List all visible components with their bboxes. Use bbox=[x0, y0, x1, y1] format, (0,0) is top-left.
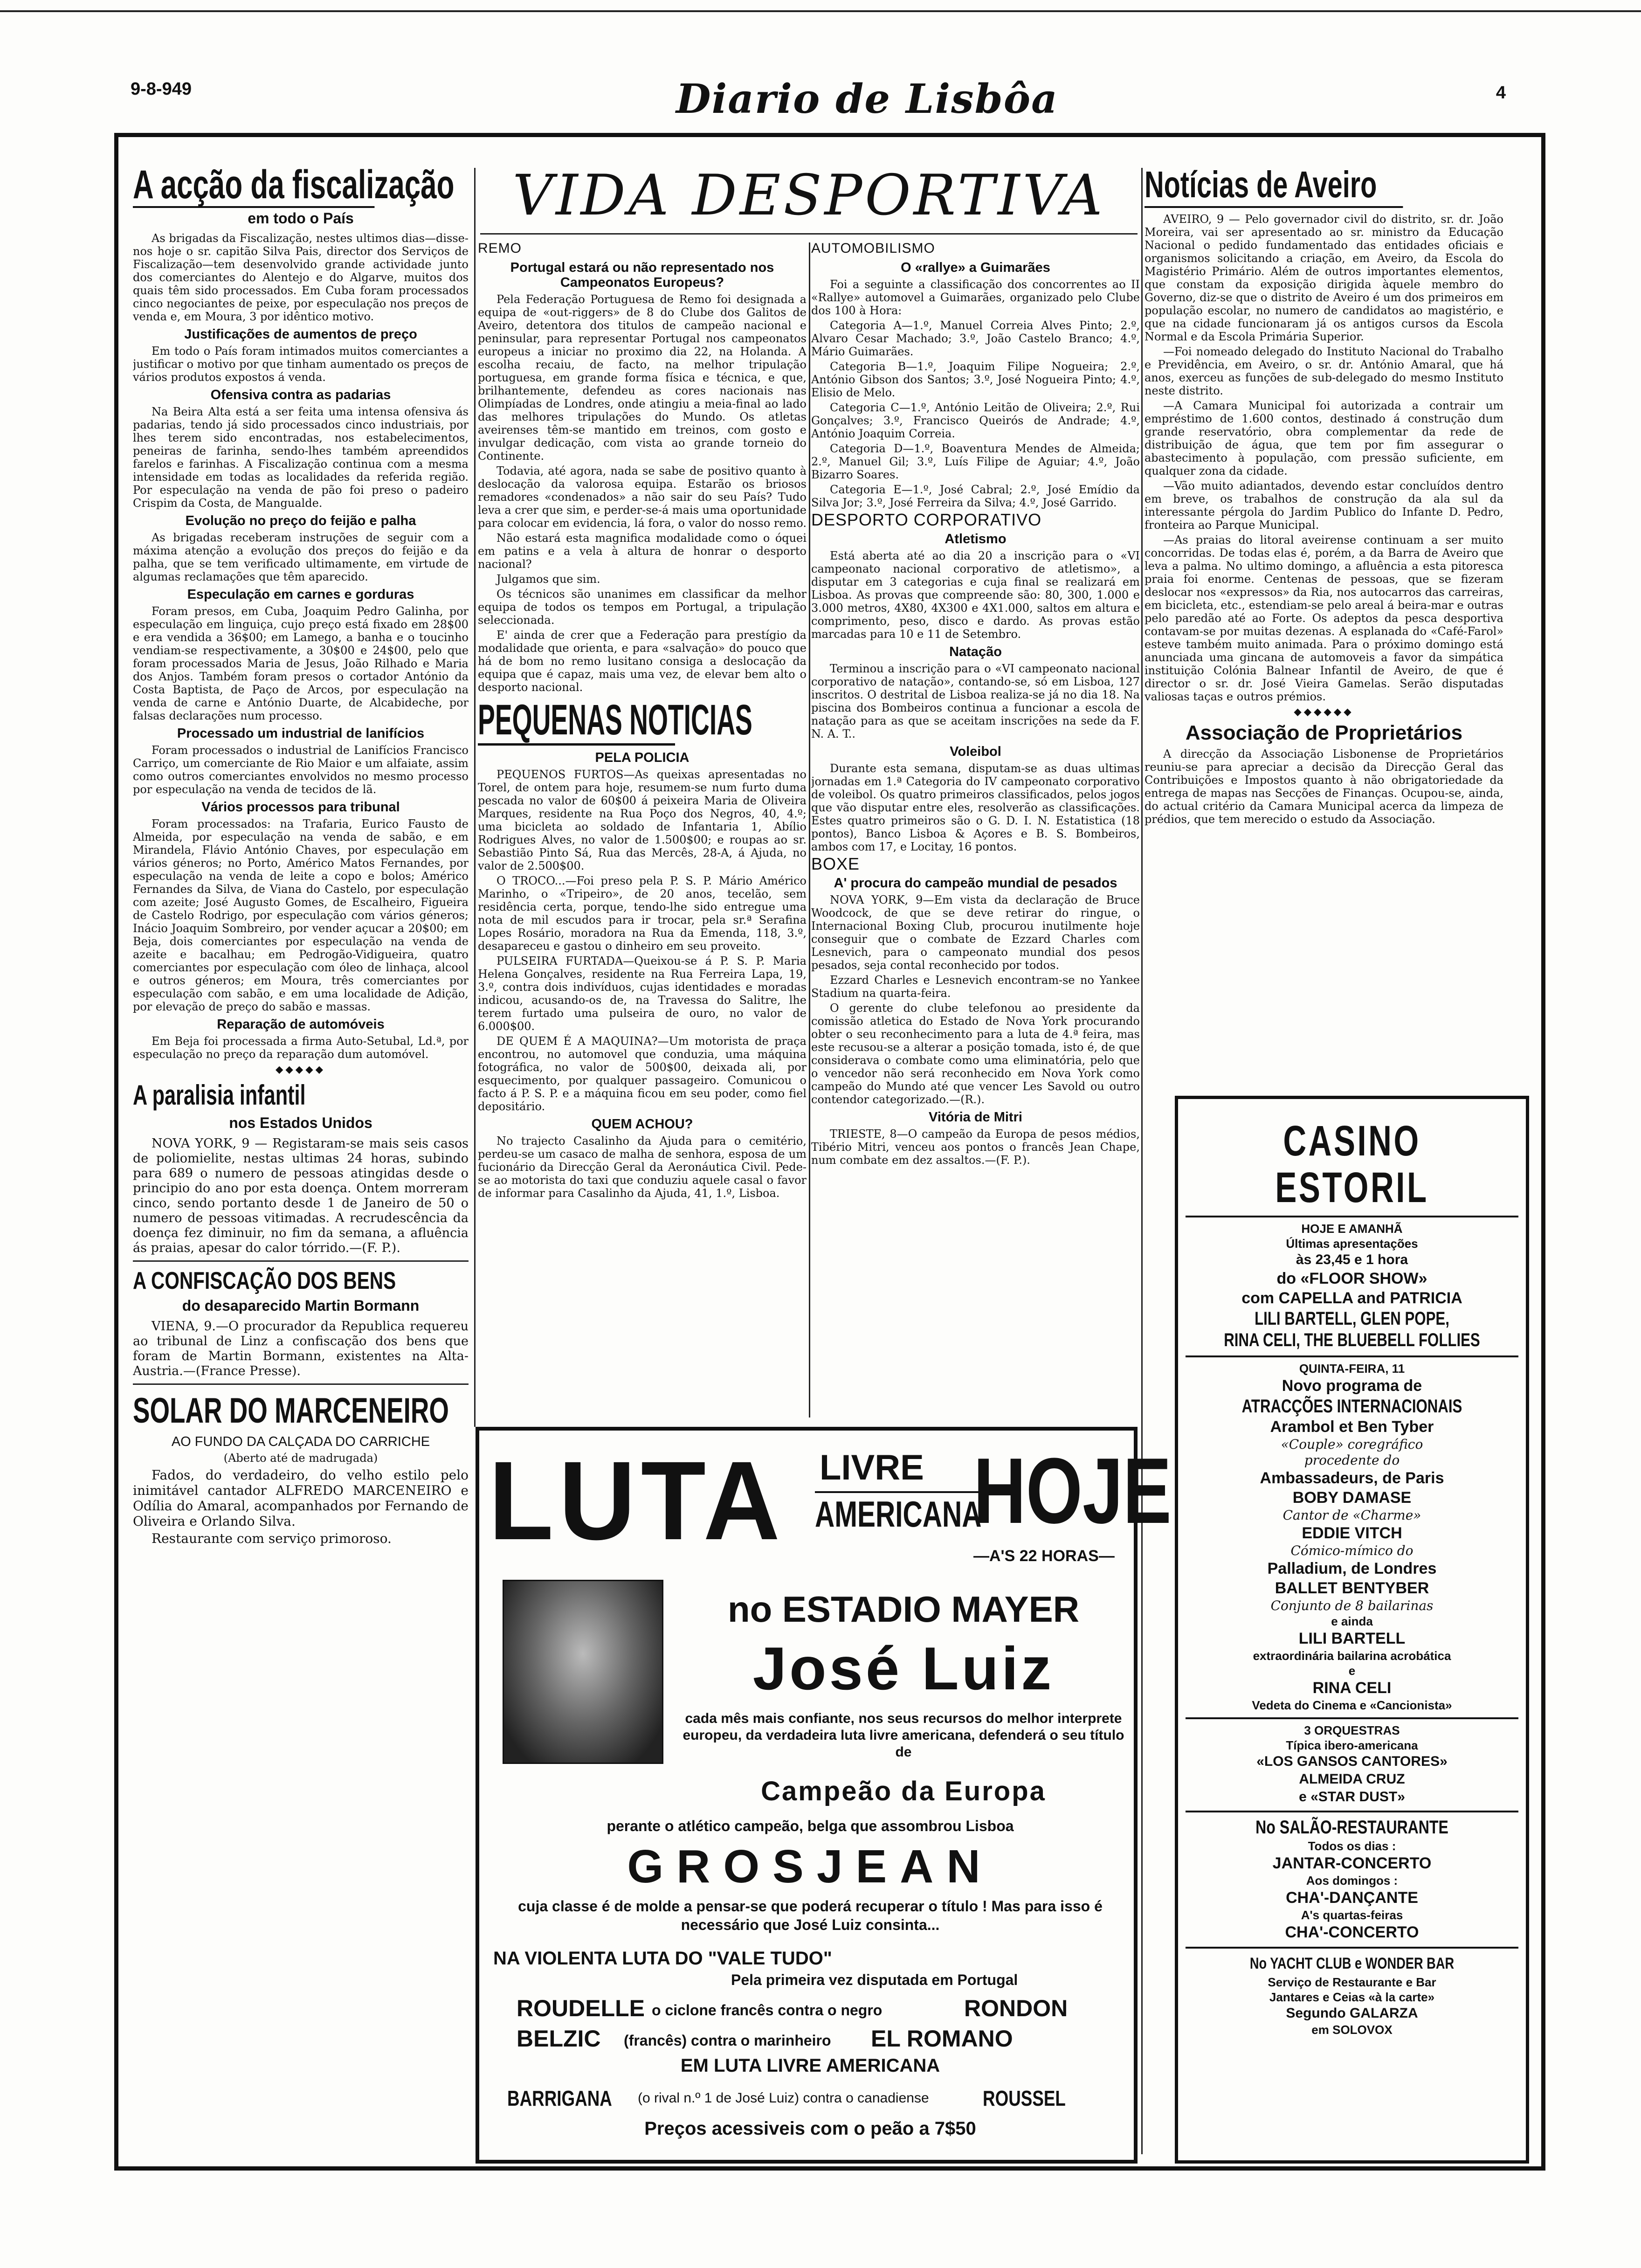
remo-paragraph: Os técnicos são unanimes em classificar da melhor equipa de todos os tempos em Portugal, a tripulação seleccionada. bbox=[478, 588, 807, 627]
luta-opponent: GROSJEAN bbox=[627, 1840, 993, 1893]
casino-line: Vedeta do Cinema e «Cancionista» bbox=[1252, 1698, 1452, 1712]
boxe-paragraph: NOVA YORK, 9—Em vista da declaração de Bruce Woodcock, de que se deve retirar do ringue, o Internacional Boxing Club, procurou inutilmente hoje conseguir que o combate de Ezzard Charles com Lesnevich, para o campeonato mundial dos pesos pesados, seja contal reconhecido por todos. bbox=[811, 893, 1140, 972]
remo-paragraph: Todavia, até agora, nada se sabe de positivo quanto à deslocação da valorosa equipa. Estarão os briosos remadores «condenados» a não sair do seu País? Tudo leva a crer que sim, e perder-se-á mais uma oportunidade para colocar em evidencia, lá fora, o valor do nosso remo. bbox=[478, 464, 807, 530]
left-column bbox=[133, 163, 469, 2159]
news-item: No trajecto Casalinho da Ajuda para o cemitério, perdeu-se um casaco de malha de senhora, esposa de um fucionário da Direcção Geral da Aeronáutica Civil. Pede-se ao motorista do taxi que conduziu aquele casal o favor de informar para Casalinho da Ajuda, 41, 1.º, Lisboa. bbox=[478, 1134, 807, 1200]
solar-headline: SOLAR DO MARCENEIRO bbox=[133, 1391, 449, 1431]
luta-livre: LIVRE bbox=[820, 1448, 924, 1487]
casino-line: HOJE E AMANHÃ bbox=[1301, 1222, 1403, 1236]
aveiro-paragraph: —A Camara Municipal foi autorizada a contrair um empréstimo de 1.600 contos, destinado á construção dum grande reservatório, obra complementar da rede de distribuição de água, que tem por fim assegurar o abastecimento à população, com pressão suficiente, em qualquer zona da cidade. bbox=[1145, 399, 1503, 477]
casino-line: Últimas apresentações bbox=[1286, 1237, 1418, 1251]
auto-paragraph: Categoria E—1.º, José Cabral; 2.º, José Emídio da Silva Jor; 3.º, José Ferreira da Silva; 4.º, José Garrido. bbox=[811, 483, 1140, 509]
rule bbox=[133, 1383, 469, 1385]
quem-achou-subhead: QUEM ACHOU? bbox=[591, 1117, 693, 1132]
remo-paragraph: Não estará esta magnifica modalidade como o óquei em patins e a vela à altura de honrar o desporto nacional? bbox=[478, 532, 807, 571]
fiscal-subhead: Processado um industrial de lanifícios bbox=[177, 726, 425, 741]
corporativo-tag: DESPORTO CORPORATIVO bbox=[811, 510, 1042, 529]
casino-line: QUINTA-FEIRA, 11 bbox=[1299, 1362, 1405, 1376]
casino-line: e bbox=[1348, 1664, 1356, 1678]
casino-line: e «STAR DUST» bbox=[1299, 1789, 1405, 1805]
luta-title: LUTA bbox=[489, 1438, 786, 1563]
casino-block-program bbox=[1186, 1355, 1518, 1713]
luta-livre-ad bbox=[476, 1427, 1172, 2164]
news-item: DE QUEM É A MAQUINA?—Um motorista de praça encontrou, no automovel que conduzia, uma máquina fotográfica, no valor de 500$00, deixada ali, por esquecimento, por qualquer passageiro. Comunicou o facto á P. S. P. e a máquina ficou em seu poder, como fiel depositário. bbox=[478, 1035, 807, 1113]
fiscal-paragraph: Foram processados: na Trafaria, Eurico Fausto de Almeida, por especulação na venda de sabão, e em Mirandela, Flávio António Chaves, por especulação em vários géneros; no Porto, Américo Matos Fernandes, por especulação na venda de leite a copo e bolos; Américo Fernandes da Silva, de Viana do Castelo, por especulação com azeite; José Augusto Gomes, de Escalheiro, Figueira de Castelo Rodrigo, por especulação com vários géneros; Inácio Joaquim Sombreiro, por vender açucar a 20$00; em Beja, dois comerciantes por especulação na venda de azeite e bacalhau; em Pedrogão-Vidigueira, quatro comerciantes por especulação com óleo de linhaça, alcool e outros géneros; em Moura, três comerciantes por especulação com sabão, e em uma localidade de Adição, por elevação de preço do sabão e massas. bbox=[133, 817, 469, 1013]
boxe-paragraph: Ezzard Charles e Lesnevich encontram-se no Yankee Stadium na quarta-feira. bbox=[811, 974, 1140, 1000]
casino-line: «LOS GANSOS CANTORES» bbox=[1256, 1754, 1448, 1769]
proprietarios-paragraph: A direcção da Associação Lisbonense de Proprietários reuniu-se para apreciar a decisão da Direcção Geral das Contribuições e Impostos quanto à não obrigatoriedade da entrega de mapas nas Secções de Finanças. Ocupou-se, ainda, do actual critério da Camara Municipal acerca da limpeza de prédios, que tem merecido o estudo da Associação. bbox=[1145, 747, 1503, 826]
newspaper-title: Diario de Lisbôa bbox=[676, 76, 1058, 123]
solar-paragraph: Fados, do verdadeiro, do velho estilo pelo inimitável cantador ALFREDO MARCENEIRO e Odília do Amaral, acompanhados por Fernando de Oliveira e Orlando Silva. bbox=[133, 1467, 469, 1529]
boxe-paragraph: O gerente do clube telefonou ao presidente da comissão atletica do Estado de Nova York procurando obter o seu reconhecimento para a luta de 4.ª feira, mas este recusou-se a alterar a posição tomada, isto é, de que considerava o combate como uma eliminatória, pelo que o vencedor não será reconhecido em Nova York como campeão do Mundo até que vencer Les Savold ou outro contendor categorizado.—(R.). bbox=[811, 1002, 1140, 1106]
fiscal-paragraph: As brigadas receberam instruções de seguir com a máxima atenção a evolução dos preços do feijão e da palha, que se tem verificado ultimamente, em virtude de algumas reclamações que têm aparecido. bbox=[133, 531, 469, 583]
casino-line: RINA CELI, THE BLUEBELL FOLLIES bbox=[1224, 1330, 1480, 1350]
fiscal-paragraph: As brigadas da Fiscalização, nestes ultimos dias—disse-nos hoje o sr. capitão Silva Pais, director dos Serviços de Fiscalização—tem desenvolvido grande actividade junto dos comerciantes do Alentejo e do Algarve, muitos dos quais têm sido processados. Em Cuba foram processados cinco negociantes de peixe, por especulação nos preços de venda e, em Moura, 3 por idêntico motivo. bbox=[133, 232, 469, 323]
fiscal-subhead: Ofensiva contra as padarias bbox=[210, 387, 391, 402]
fiscal-subhead: Vários processos para tribunal bbox=[201, 800, 400, 815]
casino-block-restaurant bbox=[1186, 1811, 1518, 1942]
bout-fighter: EL ROMANO bbox=[871, 2026, 1013, 2052]
page-number: 4 bbox=[1496, 83, 1506, 103]
confiscacao-paragraph: VIENA, 9.—O procurador da Republica requereu ao tribunal de Linz a confiscação dos bens que foram de Martin Bormann, existentes na Alta-Austria.—(France Presse). bbox=[133, 1319, 469, 1378]
casino-line: Novo programa de bbox=[1282, 1377, 1422, 1395]
paralisia-headline: A paralisia infantil bbox=[133, 1079, 306, 1111]
bout-note: (francês) contra o marinheiro bbox=[624, 2032, 831, 2049]
bout-note: (o rival n.º 1 de José Luiz) contra o canadiense bbox=[638, 2090, 929, 2106]
boxe-tag: BOXE bbox=[811, 854, 860, 873]
casino-estoril-ad bbox=[1175, 1096, 1529, 2164]
fiscal-headline: A acção da fiscalização bbox=[133, 163, 455, 207]
casino-line: extraordinária bailarina acrobática bbox=[1253, 1649, 1451, 1663]
casino-line: No SALÃO-RESTAURANTE bbox=[1255, 1817, 1448, 1838]
aveiro-headline: Notícias de Aveiro bbox=[1145, 163, 1403, 208]
casino-line: RINA CELI bbox=[1312, 1679, 1392, 1697]
casino-line: ATRACÇÕES INTERNACIONAIS bbox=[1241, 1396, 1462, 1417]
bout-fighter: ROUSSEL bbox=[983, 2086, 1066, 2110]
aveiro-paragraph: —As praias do litoral aveirense continuam a ser muito concorridas. De todas elas é, porém, a da Barra de Aveiro que leva a palma. No ultimo domingo, a afluência a esta pitoresca praia foi enorme. Centenas de pessoas, que se fizeram deslocar nos «expressos» da Ria, nos autocarros das carreiras, em bicicleta, etc., estendiam-se pelo areal á beira-mar e outras pelo paredão até ao Forte. Os adeptos da pesca desportiva contavam-se por muitas dezenas. A esplanada do «Café-Farol» esteve também muito animada. Para o próximo domingo está anunciada uma gincana de automoveis a favor da simpática instituição Colónia Balnear Infantil de Aveiro, de que é director o sr. dr. José Vieira Gamelas. Serão disputadas valiosas taças e outros prémios. bbox=[1145, 533, 1503, 703]
fiscal-subhead: Reparação de automóveis bbox=[217, 1017, 385, 1032]
casino-block-orchestras bbox=[1186, 1717, 1518, 1806]
fiscal-paragraph: Foram presos, em Cuba, Joaquim Pedro Galinha, por especulação em linguiça, cujo preço está fixado em 28$00 e era vendida a 36$00; em Lamego, a banha e o toucinho vendiam-se respectivamente, a 30$00 e 24$00, pelo que foram processados Maria de Jesus, João Rilhado e Maria dos Anjos. Também foram presos o cortador António da Costa Baptista, de Paço de Arcos, por especulação na venda de carne e António Duarte, de Alcabideche, por falsas declarações num processo. bbox=[133, 605, 469, 722]
casino-line: em SOLOVOX bbox=[1311, 2023, 1393, 2037]
auto-paragraph: Categoria D—1.º, Boaventura Mendes de Almeida; 2.º, Manuel Gil; 3.º, Luís Filipe de Aguiar; 4.º, João Bizarro Soares. bbox=[811, 442, 1140, 481]
casino-line: Típica ibero-americana bbox=[1286, 1738, 1418, 1752]
casino-line: A's quartas-feiras bbox=[1301, 1908, 1403, 1922]
natacao-paragraph: Terminou a inscrição para o «VI campeonato nacional corporativo de natação», contando-se, só em Lisboa, 127 inscritos. O destrital de Lisboa realiza-se já no dia 18. Na piscina dos Bombeiros continua a funcionar a escola de natação para as que se aceitam inscrições na sede da F. N. A. T.. bbox=[811, 662, 1140, 740]
casino-line: com CAPELLA and PATRICIA bbox=[1241, 1289, 1462, 1307]
luta-hoje: HOJE bbox=[973, 1439, 1172, 1543]
luta-title-belt: Campeão da Europa bbox=[761, 1776, 1046, 1806]
separator: ◆◆◆◆◆◆ bbox=[1294, 707, 1354, 717]
voleibol-paragraph: Durante esta semana, disputam-se as duas ultimas jornadas em 1.ª Categoria do IV campeonato corporativo de voleibol. Os quatro primeiros classificados, pelos jogos que vão disputar entre eles, resolverão as classificações. Estes quatro primeiros são o G. D. I. N. Estatistica (18 pontos), Banco Lisboa & Açores e B. S. Bombeiros, ambos com 17, e Locitay, 16 pontos. bbox=[811, 762, 1140, 853]
news-item: PULSEIRA FURTADA—Queixou-se á P. S. P. Maria Helena Gonçalves, residente na Rua Ferreira Lapa, 19, 3.º, contra dois indivíduos, cujas identidades e moradas indicou, acusando-os de, na Travessa do Salitre, lhe terem furtado uma pulseira de ouro, no valor de 6.000$00. bbox=[478, 954, 807, 1033]
remo-tag: REMO bbox=[478, 241, 522, 256]
casino-line: às 23,45 e 1 hora bbox=[1296, 1252, 1408, 1267]
auto-paragraph: Categoria A—1.º, Manuel Correia Alves Pinto; 2.º, Alvaro Cesar Machado; 3.º, João Castelo Branco; 4.º, Mário Guimarães. bbox=[811, 319, 1140, 358]
aveiro-paragraph: —Vão muito adiantados, devendo estar concluídos dentro em breve, os trabalhos de construção da ala sul da interessante pérgola do Jardim Publico do Infante D. Pedro, fronteira ao Parque Municipal. bbox=[1145, 479, 1503, 532]
luta-perante: perante o atlético campeão, belga que assombrou Lisboa bbox=[607, 1818, 1014, 1834]
auto-headline: O «rallye» a Guimarães bbox=[901, 260, 1050, 275]
separator: ◆◆◆◆◆ bbox=[276, 1065, 326, 1075]
atletismo-subhead: Atletismo bbox=[945, 532, 1007, 546]
fiscal-paragraph: Foram processados o industrial de Lanifícios Francisco Carriço, um comerciante de Rio Maior e um alfaiate, assim como outros comerciantes envolvidos no mesmo processo por especulação na venda de tecidos de lã. bbox=[133, 744, 469, 796]
luta-champion: José Luiz bbox=[752, 1634, 1055, 1702]
casino-line: Jantares e Ceias «à la carte» bbox=[1269, 1990, 1435, 2004]
issue-date: 9-8-949 bbox=[131, 79, 192, 99]
solar-hours: (Aberto até de madrugada) bbox=[223, 1452, 378, 1465]
casino-line: Cantor de «Charme» bbox=[1282, 1507, 1421, 1523]
casino-line: LILI BARTELL bbox=[1298, 1630, 1406, 1647]
natacao-subhead: Natação bbox=[949, 644, 1002, 659]
boxe-headline: A' procura do campeão mundial de pesados bbox=[834, 876, 1117, 891]
casino-title: CASINO ESTORIL bbox=[1275, 1117, 1429, 1211]
confiscacao-kicker: do desaparecido Martin Bormann bbox=[182, 1297, 420, 1314]
aveiro-paragraph: AVEIRO, 9 — Pelo governador civil do distrito, sr. dr. João Moreira, vai ser apresentado ao sr. ministro da Educação Nacional o pedido fundamentado das entidades oficiais e organismos solicitando a criação, em Aveiro, da Escola do Magistério Primário. Além de outros importantes elementos, que constam da exposição dirigida àquele membro do Governo, diz-se que o distrito de Aveiro é um dos primeiros em população escolar, no numero de candidatos ao magistério, e que na cidade funcionaram já os antigos cursos da Escola Normal e da Escola Primária Superior. bbox=[1145, 213, 1503, 343]
top-rule bbox=[0, 10, 1641, 12]
casino-line: CHA'-DANÇANTE bbox=[1286, 1889, 1418, 1907]
bout-fighter: ROUDELLE bbox=[517, 1995, 645, 2021]
casino-block-floorshow bbox=[1186, 1216, 1518, 1351]
casino-line: Segundo GALARZA bbox=[1286, 2005, 1418, 2021]
column-rule bbox=[474, 168, 476, 1427]
casino-line: do «FLOOR SHOW» bbox=[1276, 1270, 1427, 1287]
auto-tag: AUTOMOBILISMO bbox=[811, 241, 935, 256]
paralisia-paragraph: NOVA YORK, 9 — Registaram-se mais seis casos de poliomielite, nestas ultimas 24 horas, subindo para 689 o numero de pessoas atingidas desde o principio do ano por esta doença. Ontem morreram cinco, sendo portanto desde 1 de Janeiro de 50 o numero de pessoas vitimadas. A recrudescência da doença fez diminuir, no fim da semana, a afluência ás praias, apesar do calor tórrido.—(F. P.). bbox=[133, 1136, 469, 1255]
fiscal-subhead: Justificações de aumentos de preço bbox=[184, 327, 417, 342]
sports-column-2 bbox=[811, 238, 1140, 1418]
casino-line: LILI BARTELL, GLEN POPE, bbox=[1255, 1308, 1449, 1329]
luta-description: cada mês mais confiante, nos seus recursos do melhor interprete europeu, da verdadeira luta livre americana, defenderá o seu título de bbox=[683, 1711, 1124, 1760]
luta-americana: AMERICANA bbox=[815, 1491, 981, 1535]
casino-line: 3 ORQUESTRAS bbox=[1304, 1723, 1400, 1737]
pela-policia-subhead: PELA POLICIA bbox=[595, 750, 689, 765]
vida-desportiva-title: VIDA DESPORTIVA bbox=[512, 163, 1105, 228]
casino-line: Ambassadeurs, de Paris bbox=[1260, 1469, 1444, 1487]
fiscal-subhead: Especulação em carnes e gorduras bbox=[187, 587, 414, 602]
casino-line: EDDIE VITCH bbox=[1302, 1524, 1402, 1542]
casino-line: «Couple» coregráfico bbox=[1281, 1437, 1423, 1452]
fiscal-paragraph: Em Beja foi processada a firma Auto-Setubal, Ld.ª, por especulação no preço da reparação dum automóvel. bbox=[133, 1035, 469, 1061]
luta-prices: Preços acessiveis com o peão a 7$50 bbox=[644, 2118, 976, 2139]
casino-block-yacht bbox=[1186, 1947, 1518, 2037]
bout-note: o ciclone francês contra o negro bbox=[652, 2002, 883, 2019]
aveiro-paragraph: —Foi nomeado delegado do Instituto Nacional do Trabalho e Previdência, em Aveiro, o sr. dr. António Amaral, que há anos, exerceu as funções de sub-delegado do mesmo Instituto neste distrito. bbox=[1145, 345, 1503, 397]
fiscal-subhead: Evolução no preço do feijão e palha bbox=[185, 513, 416, 528]
column-rule bbox=[1141, 168, 1143, 2154]
rule bbox=[133, 1260, 469, 1262]
news-item: PEQUENOS FURTOS—As queixas apresentadas no Torel, de ontem para hoje, resumem-se num furto duma pescada no valor de 60$00 á peixeira Maria de Oliveira Marques, residente na Rua Poço dos Negros, 40, 4.º; uma bicicleta ao soldado de Infantaria 1, Abílio Rodrigues Alves, no valor de 1.500$00; e roupas ao sr. Sebastião Pinto Sá, Rua das Mercês, 28-A, á Ajuda, no valor de 2.500$00. bbox=[478, 768, 807, 872]
casino-line: Conjunto de 8 bailarinas bbox=[1270, 1598, 1434, 1613]
casino-line: e ainda bbox=[1331, 1614, 1373, 1628]
luta-cuja: cuja classe é de molde a pensar-se que poderá recuperar o título ! Mas para isso é necessário que José Luiz consinta... bbox=[518, 1898, 1103, 1933]
luta-hour: —A'S 22 HORAS— bbox=[973, 1547, 1115, 1565]
luta-vale-tudo: NA VIOLENTA LUTA DO "VALE TUDO" bbox=[493, 1948, 832, 1969]
right-column bbox=[1145, 163, 1503, 1091]
casino-line: Arambol et Ben Tyber bbox=[1270, 1418, 1434, 1436]
mitri-subhead: Vitória de Mitri bbox=[929, 1110, 1022, 1125]
bout-fighter: RONDON bbox=[964, 1995, 1068, 2021]
column-rule bbox=[809, 242, 810, 1418]
casino-line: procedente do bbox=[1304, 1452, 1400, 1468]
casino-line: Serviço de Restaurante e Bar bbox=[1268, 1975, 1436, 1989]
remo-paragraph: E' ainda de crer que a Federação para prestígio da modalidade que orienta, e para «salvação» do pouco que há de bom no remo lusitano consiga a deslocação da equipa que é capaz, mais uma vez, de elevar bem alto o desporto nacional. bbox=[478, 629, 807, 694]
luta-em-luta: EM LUTA LIVRE AMERICANA bbox=[680, 2055, 940, 2076]
masthead bbox=[126, 76, 1506, 131]
rule bbox=[480, 233, 1138, 235]
casino-line: CHA'-CONCERTO bbox=[1285, 1923, 1419, 1941]
voleibol-subhead: Voleibol bbox=[950, 744, 1001, 759]
casino-line: JANTAR-CONCERTO bbox=[1272, 1854, 1432, 1872]
bout-fighter: BELZIC bbox=[517, 2026, 601, 2052]
casino-line: Aos domingos : bbox=[1306, 1874, 1398, 1888]
auto-paragraph: Foi a seguinte a classificação dos concorrentes ao II «Rallye» automovel a Guimarães, organizado pelo Clube dos 100 à Hora: bbox=[811, 278, 1140, 317]
remo-headline: Portugal estará ou não representado nos Campeonatos Europeus? bbox=[510, 260, 774, 290]
wrestler-photo bbox=[503, 1580, 663, 1764]
auto-paragraph: Categoria B—1.º, Joaquim Filipe Nogueira; 2.º, António Gibson dos Santos; 3.º, José Nogueira Pinto; 4.º, Elisio de Melo. bbox=[811, 360, 1140, 399]
remo-paragraph: Julgamos que sim. bbox=[496, 573, 600, 586]
proprietarios-headline: Associação de Proprietários bbox=[1185, 721, 1463, 744]
casino-line: ALMEIDA CRUZ bbox=[1299, 1771, 1405, 1787]
casino-line: BALLET BENTYBER bbox=[1275, 1579, 1429, 1597]
solar-address: AO FUNDO DA CALÇADA DO CARRICHE bbox=[171, 1434, 430, 1449]
news-item: O TROCO...—Foi preso pela P. S. P. Mário Américo Marinho, o «Tripeiro», de 20 anos, tecelão, sem residência certa, porque, tendo-lhe sido entregue uma nota de mil escudos para ir trocar, pela sr.ª Serafina Lopes Rosário, moradora na Rua da Emenda, 118, 3.º, desapareceu e gastou o dinheiro em seu proveito. bbox=[478, 874, 807, 953]
casino-line: Todos os dias : bbox=[1308, 1839, 1396, 1853]
fiscal-paragraph: Na Beira Alta está a ser feita uma intensa ofensiva ás padarias, tendo já sido processados cinco industriais, por lhes terem sido encontradas, nos estabelecimentos, peneiras de farinha, sendo-lhes também apreendidos farelos e farinhas. A Fiscalização continua com a mesma intensidade em todas as localidades da referida região. Por especulação na venda de pão foi preso o padeiro Crispim da Costa, de Mangualde. bbox=[133, 405, 469, 510]
paralisia-kicker: nos Estados Unidos bbox=[229, 1114, 372, 1131]
fiscal-paragraph: Em todo o País foram intimados muitos comerciantes a justificar o motivo por que tinham aumentado os preços de vários produtos expostos á venda. bbox=[133, 345, 469, 384]
remo-paragraph: Pela Federação Portuguesa de Remo foi designada a equipa de «out-riggers» de 8 do Clube dos Galitos de Aveiro, detentora dos titulos de campeão nacional e peninsular, para representar Portugal nos campeonatos europeus a iniciar no proximo dia 22, na Holanda. A escolha recaiu, de facto, na melhor tripulação portuguesa, em grande forma física e técnica, e que, brilhantemente, defendeu as cores nacionais nas Olimpíadas de Londres, onde atingiu a meia-final ao lado das melhores tripulações do Mundo. Os atletas aveirenses têm-se mantido em treinos, com gosto e invulgar dedicação, com vista ao grande torneio do Continente. bbox=[478, 293, 807, 463]
casino-line: Cómico-mímico do bbox=[1290, 1543, 1413, 1558]
casino-line: No YACHT CLUB e WONDER BAR bbox=[1249, 1955, 1455, 1972]
bout-fighter: BARRIGANA bbox=[507, 2086, 612, 2110]
pequenas-noticias-title: PEQUENAS NOTICIAS bbox=[478, 697, 675, 746]
auto-paragraph: Categoria C—1.º, António Leitão de Oliveira; 2.º, Rui Gonçalves; 3.º, Francisco Queirós de Andrade; 4.º, António Joaquim Correia. bbox=[811, 401, 1140, 440]
luta-venue: no ESTADIO MAYER bbox=[727, 1589, 1080, 1630]
atletismo-paragraph: Está aberta até ao dia 20 a inscrição para o «VI campeonato nacional corporativo de atletismo», a disputar em 3 categorias e cuja final se realizará em Lisboa. As provas que compreende são: 80, 300, 1.000 e 3.000 metros, 4X80, 4X300 e 4X1.000, saltos em altura e comprimento, peso, disco e dardo. As provas estão marcadas para 10 e 11 de Setembro. bbox=[811, 549, 1140, 641]
fiscal-kicker: em todo o País bbox=[248, 210, 354, 227]
sports-column-1 bbox=[478, 238, 807, 1418]
solar-paragraph: Restaurante com serviço primoroso. bbox=[152, 1531, 392, 1546]
confiscacao-headline: A CONFISCAÇÃO DOS BENS bbox=[133, 1267, 396, 1294]
mitri-paragraph: TRIESTE, 8—O campeão da Europa de pesos médios, Tibério Mitri, venceu aos pontos o francês Jean Chape, num combate em dez assaltos.—(F. P.). bbox=[811, 1127, 1140, 1167]
luta-primeira: Pela primeira vez disputada em Portugal bbox=[731, 1971, 1018, 1988]
casino-line: BOBY DAMASE bbox=[1292, 1489, 1412, 1507]
casino-line: Palladium, de Londres bbox=[1267, 1560, 1437, 1577]
